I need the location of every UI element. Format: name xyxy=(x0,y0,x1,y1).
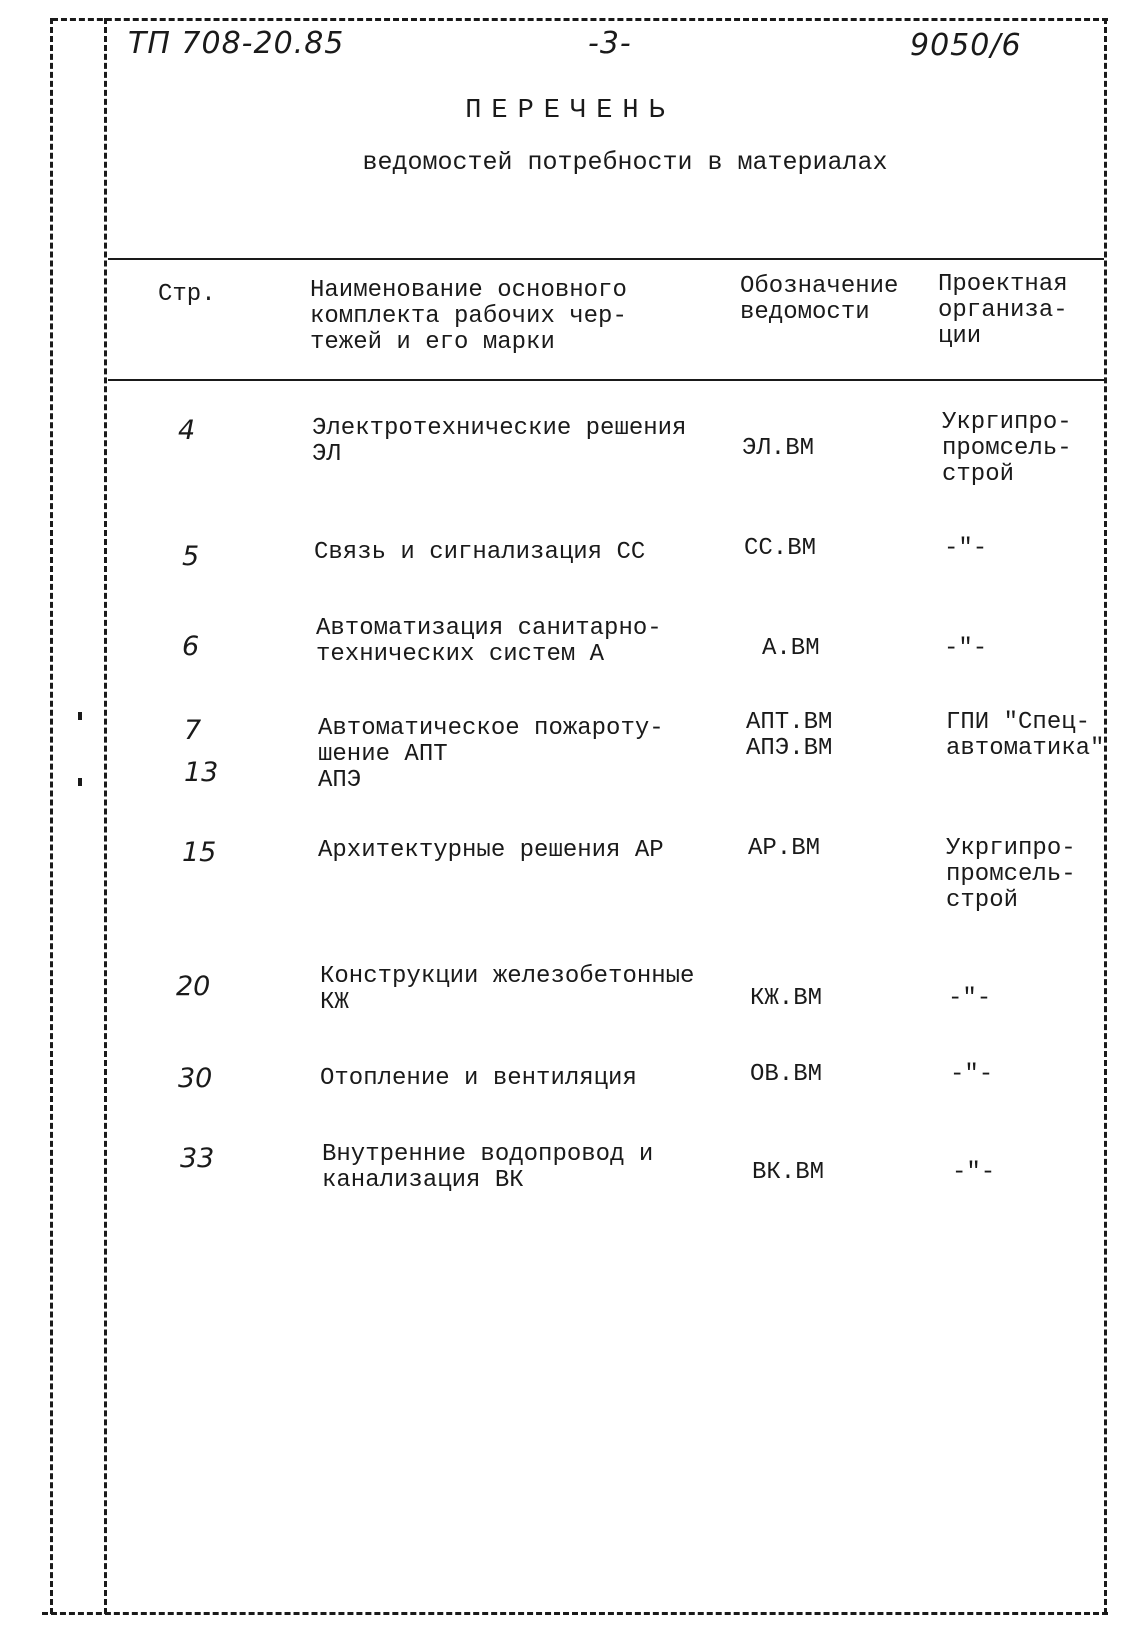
margin-mark xyxy=(78,778,82,786)
row-designation: А.ВМ xyxy=(762,635,820,662)
frame-left-outer-line xyxy=(50,18,53,1614)
row-page: 6 xyxy=(182,631,200,662)
row-designation: ВК.ВМ xyxy=(752,1159,825,1186)
row-page: 4 xyxy=(178,415,196,446)
row-organization: -"- xyxy=(944,535,988,562)
frame-top-line xyxy=(52,18,1108,21)
frame-right-line xyxy=(1104,18,1107,1614)
row-organization: -"- xyxy=(952,1159,996,1186)
row-designation: ОВ.ВМ xyxy=(750,1061,823,1088)
row-name: Связь и сигнализация СС xyxy=(314,539,646,566)
row-organization: -"- xyxy=(948,985,992,1012)
page-marker: -3- xyxy=(588,26,632,61)
page-subtitle: ведомостей потребности в материалах xyxy=(362,148,888,177)
row-organization: ГПИ "Спец- автоматика" xyxy=(946,709,1105,762)
row-page: 30 xyxy=(178,1063,213,1094)
column-header-name: Наименование основного комплекта рабочих чер- тежей и его марки xyxy=(310,277,627,356)
row-name: Архитектурные решения АР xyxy=(318,837,664,864)
row-page: 20 xyxy=(176,971,211,1002)
row-organization: -"- xyxy=(944,635,988,662)
doc-code: ТП 708-20.85 xyxy=(128,26,345,61)
row-page: 15 xyxy=(182,837,217,868)
row-name: Автоматическое пожароту- шение АПТ АПЭ xyxy=(318,715,664,794)
row-page: 5 xyxy=(182,541,200,572)
frame-bottom-line xyxy=(42,1612,1108,1615)
frame-left-inner-line xyxy=(104,18,107,1614)
inventory-number: 9050/6 xyxy=(910,28,1022,63)
row-designation: СС.ВМ xyxy=(744,535,817,562)
row-name: Электротехнические решения ЭЛ xyxy=(312,415,687,468)
row-name: Внутренние водопровод и канализация ВК xyxy=(322,1141,654,1194)
row-designation: АР.ВМ xyxy=(748,835,821,862)
column-header-designation: Обозначение ведомости xyxy=(740,273,899,326)
row-name: Автоматизация санитарно- технических систем А xyxy=(316,615,662,668)
row-page: 7 13 xyxy=(184,715,219,788)
row-name: Отопление и вентиляция xyxy=(320,1065,637,1092)
row-page: 33 xyxy=(180,1143,215,1174)
table-top-rule xyxy=(108,258,1104,260)
row-designation: АПТ.ВМ АПЭ.ВМ xyxy=(746,709,833,762)
row-organization: -"- xyxy=(950,1061,994,1088)
page-title: ПЕРЕЧЕНЬ xyxy=(465,96,675,126)
row-name: Конструкции железобетонные КЖ xyxy=(320,963,695,1016)
margin-mark xyxy=(78,712,82,720)
column-header-page: Стр. xyxy=(158,281,216,308)
row-designation: КЖ.ВМ xyxy=(750,985,823,1012)
row-organization: Укргипро- промсель- строй xyxy=(942,409,1072,488)
row-designation: ЭЛ.ВМ xyxy=(742,435,815,462)
row-organization: Укргипро- промсель- строй xyxy=(946,835,1076,914)
column-header-organization: Проектная организа- ции xyxy=(938,271,1068,350)
table-header-rule xyxy=(108,379,1104,381)
